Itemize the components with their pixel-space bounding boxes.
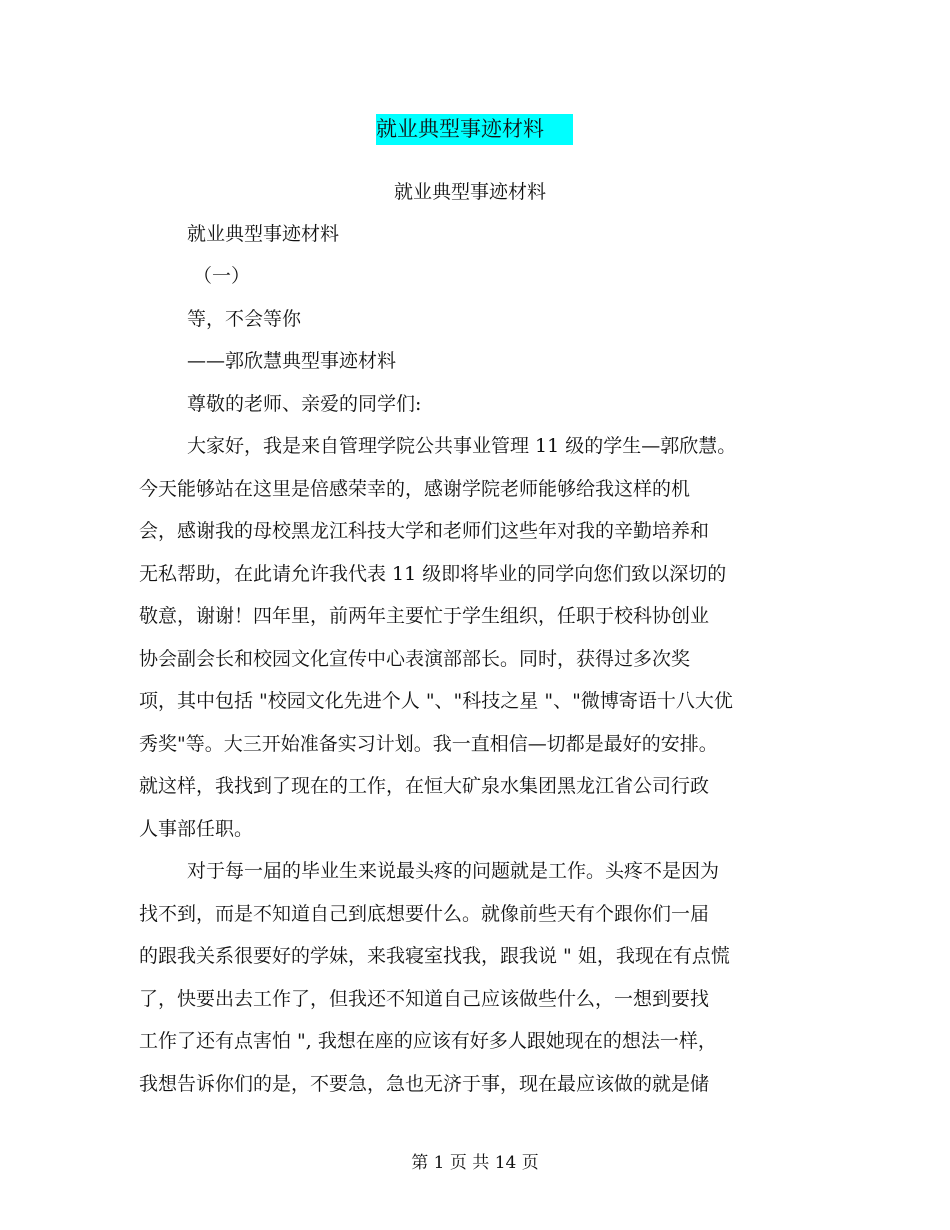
text-line: 我想告诉你们的是，不要急，急也无济于事，现在最应该做的就是储: [139, 1073, 710, 1095]
document-subtitle: 就业典型事迹材料: [393, 181, 546, 203]
text-line: （一）: [193, 265, 251, 287]
text-line: 项，其中包括 "校园文化先进个人 "、"科技之星 "、"微博寄语十八大优: [139, 690, 733, 712]
text-line: 秀奖"等。大三开始准备实习计划。我一直相信—切都是最好的安排。: [139, 733, 718, 755]
text-line: 了，快要出去工作了，但我还不知道自己应该做些什么，一想到要找: [139, 988, 710, 1010]
text-line: 等，不会等你: [187, 308, 302, 330]
document-title: 就业典型事迹材料: [376, 114, 573, 145]
text-line: 就业典型事迹材料: [187, 223, 340, 245]
text-line: 无私帮助，在此请允许我代表 11 级即将毕业的同学向您们致以深切的: [139, 563, 727, 585]
text-line: 工作了还有点害怕 ", 我想在座的应该有好多人跟她现在的想法一样，: [139, 1030, 717, 1052]
text-line: 就这样，我找到了现在的工作，在恒大矿泉水集团黑龙江省公司行政: [139, 775, 710, 797]
text-line: 人事部任职。: [139, 818, 254, 840]
text-line: 会，感谢我的母校黑龙江科技大学和老师们这些年对我的辛勤培养和: [139, 520, 710, 542]
text-line: 协会副会长和校园文化宣传中心表演部部长。同时，获得过多次奖: [139, 648, 691, 670]
text-line: 找不到，而是不知道自己到底想要什么。就像前些天有个跟你们一届: [139, 903, 710, 925]
text-line: 的跟我关系很要好的学妹，来我寝室找我，跟我说 " 姐，我现在有点慌: [139, 945, 730, 967]
text-line: 敬意，谢谢！四年里，前两年主要忙于学生组织，任职于校科协创业: [139, 605, 710, 627]
page-footer: 第 1 页 共 14 页: [411, 1153, 539, 1173]
text-line: 尊敬的老师、亲爱的同学们:: [187, 393, 422, 415]
text-line: 大家好，我是来自管理学院公共事业管理 11 级的学生—郭欣慧。: [187, 435, 737, 457]
text-line: ——郭欣慧典型事迹材料: [187, 350, 397, 372]
text-line: 对于每一届的毕业生来说最头疼的问题就是工作。头疼不是因为: [187, 860, 720, 882]
text-line: 今天能够站在这里是倍感荣幸的，感谢学院老师能够给我这样的机: [139, 478, 691, 500]
